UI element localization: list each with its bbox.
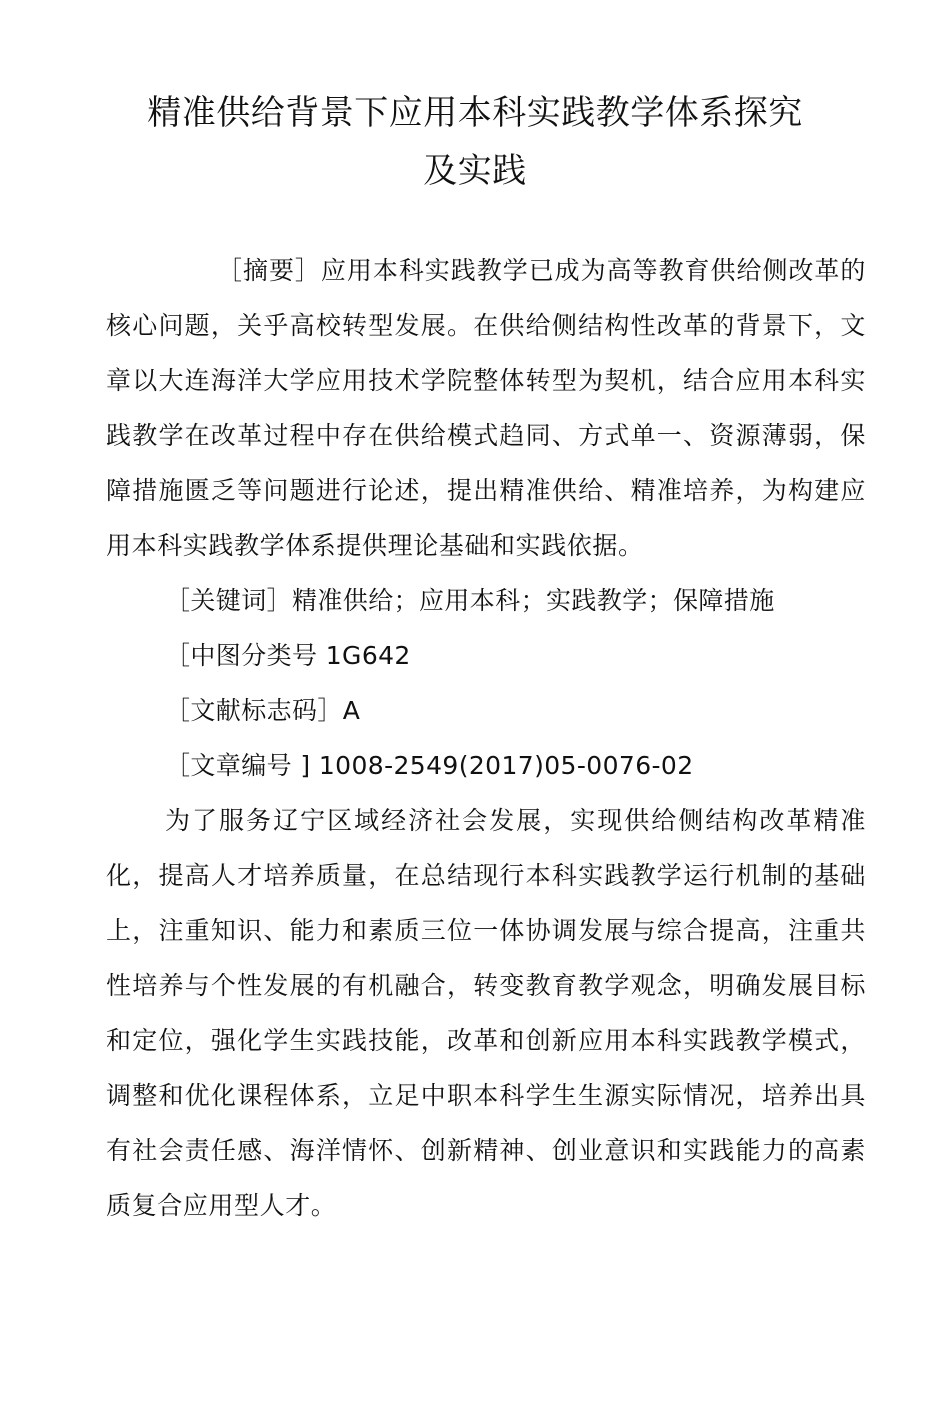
document-body [106, 243, 866, 1233]
document-code-line: ［文献标志码］A [165, 696, 361, 725]
clc-number-line: ［中图分类号 1G642 [165, 641, 411, 670]
page-title [80, 84, 870, 200]
title-line-1: 精准供给背景下应用本科实践教学体系探究 [147, 93, 803, 133]
article-id-line: ［文章编号 ] 1008-2549(2017)05-0076-02 [165, 751, 694, 780]
abstract-paragraph: ［摘要］应用本科实践教学已成为高等教育供给侧改革的核心问题，关乎高校转型发展。在供给侧结构性改革的背景下，文章以大连海洋大学应用技术学院整体转型为契机，结合应用本科实践教学在改革过程中存在供给模式趋同、方式单一、资源薄弱，保障措施匮乏等问题进行论述，提出精准供给、精准培养，为构建应用本科实践教学体系提供理论基础和实践依据。 [106, 256, 866, 560]
keywords-line: ［关键词］精准供给；应用本科；实践教学；保障措施 [165, 586, 775, 615]
body-paragraph: 为了服务辽宁区域经济社会发展，实现供给侧结构改革精准化，提高人才培养质量，在总结现行本科实践教学运行机制的基础上，注重知识、能力和素质三位一体协调发展与综合提高，注重共性培养与个性发展的有机融合，转变教育教学观念，明确发展目标和定位，强化学生实践技能，改革和创新应用本科实践教学模式，调整和优化课程体系，立足中职本科学生生源实际情况，培养出具有社会责任感、海洋情怀、创新精神、创业意识和实践能力的高素质复合应用型人才。 [106, 806, 866, 1220]
title-line-2: 及实践 [423, 151, 527, 191]
